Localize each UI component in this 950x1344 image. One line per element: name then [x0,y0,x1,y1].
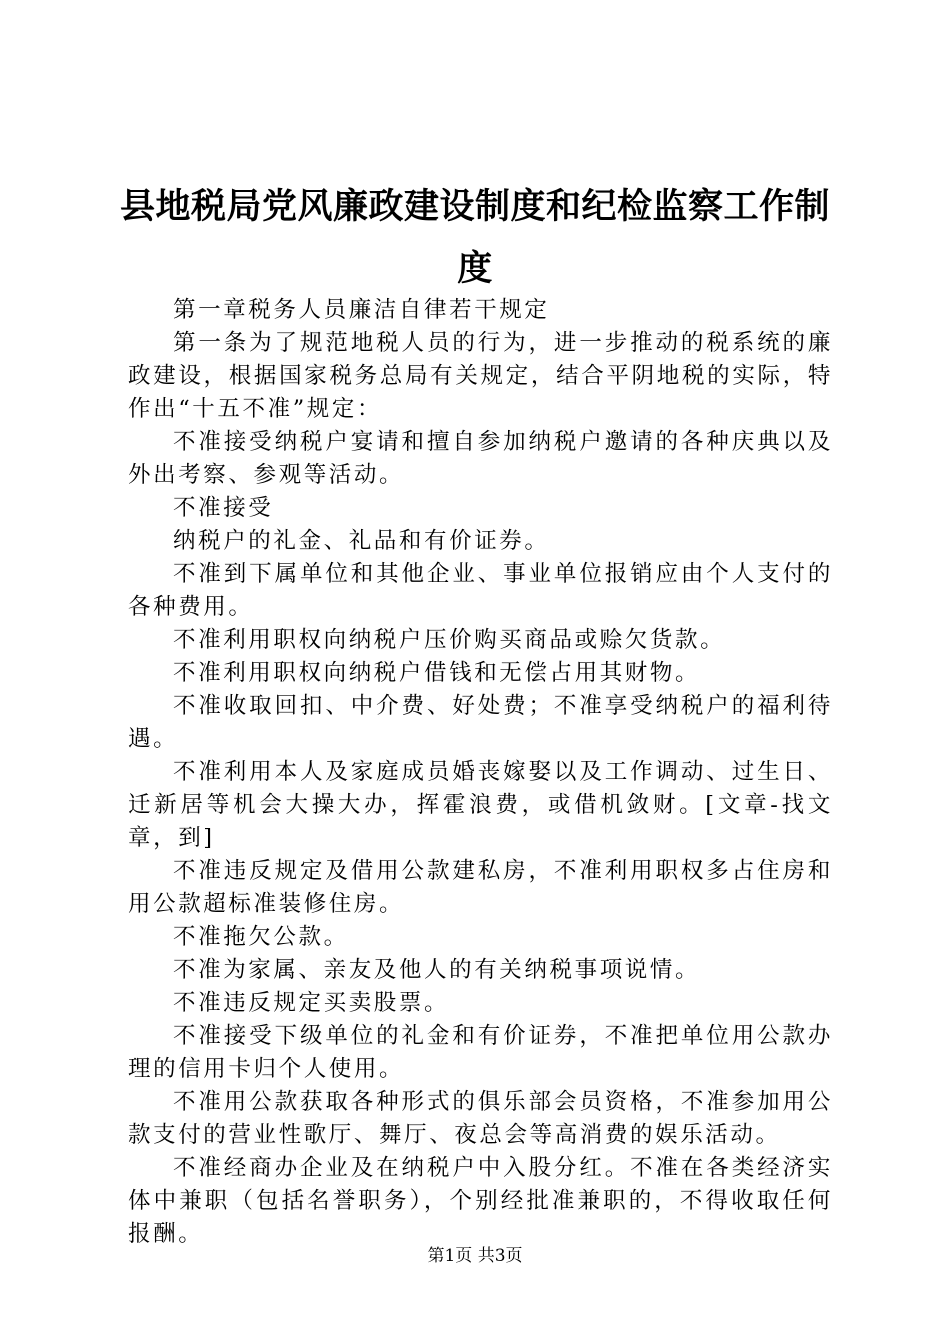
document-body [128,294,833,1251]
paragraph: 不准利用本人及家庭成员婚丧嫁娶以及工作调动、过生日、迁新居等机会大操大办，挥霍浪费，或借机敛财。[文章-找文章，到] [128,759,833,851]
paragraph: 第一条为了规范地税人员的行为，进一步推动的税系统的廉政建设，根据国家税务总局有关规定，结合平阴地税的实际，特作出“十五不准”规定： [128,330,833,422]
paragraph: 不准为家属、亲友及他人的有关纳税事项说情。 [173,957,701,983]
chapter-heading: 第一章税务人员廉洁自律若干规定 [173,297,550,323]
paragraph: 不准接受下级单位的礼金和有价证券，不准把单位用公款办理的信用卡归个人使用。 [128,1023,833,1082]
paragraph: 纳税户的礼金、礼品和有价证券。 [173,528,550,554]
paragraph: 不准违反规定买卖股票。 [173,990,450,1016]
paragraph: 不准用公款获取各种形式的俱乐部会员资格，不准参加用公款支付的营业性歌厅、舞厅、夜总会等高消费的娱乐活动。 [128,1089,833,1148]
paragraph: 不准接受 [173,495,274,521]
paragraph: 不准拖欠公款。 [173,924,349,950]
document-title: 县地税局党风廉政建设制度和纪检监察工作制度 [120,186,831,289]
paragraph: 不准经商办企业及在纳税户中入股分红。不准在各类经济实体中兼职（包括名誉职务），个别经批准兼职的，不得收取任何报酬。 [128,1155,833,1247]
paragraph: 不准利用职权向纳税户压价购买商品或赊欠货款。 [173,627,726,653]
page-footer: 第1页 共3页 [427,1246,523,1266]
paragraph: 不准违反规定及借用公款建私房，不准利用职权多占住房和用公款超标准装修住房。 [128,858,833,917]
paragraph: 不准利用职权向纳税户借钱和无偿占用其财物。 [173,660,701,686]
paragraph: 不准到下属单位和其他企业、事业单位报销应由个人支付的各种费用。 [128,561,833,620]
paragraph: 不准接受纳税户宴请和擅自参加纳税户邀请的各种庆典以及外出考察、参观等活动。 [128,429,833,488]
paragraph: 不准收取回扣、中介费、好处费；不准享受纳税户的福利待遇。 [128,693,833,752]
